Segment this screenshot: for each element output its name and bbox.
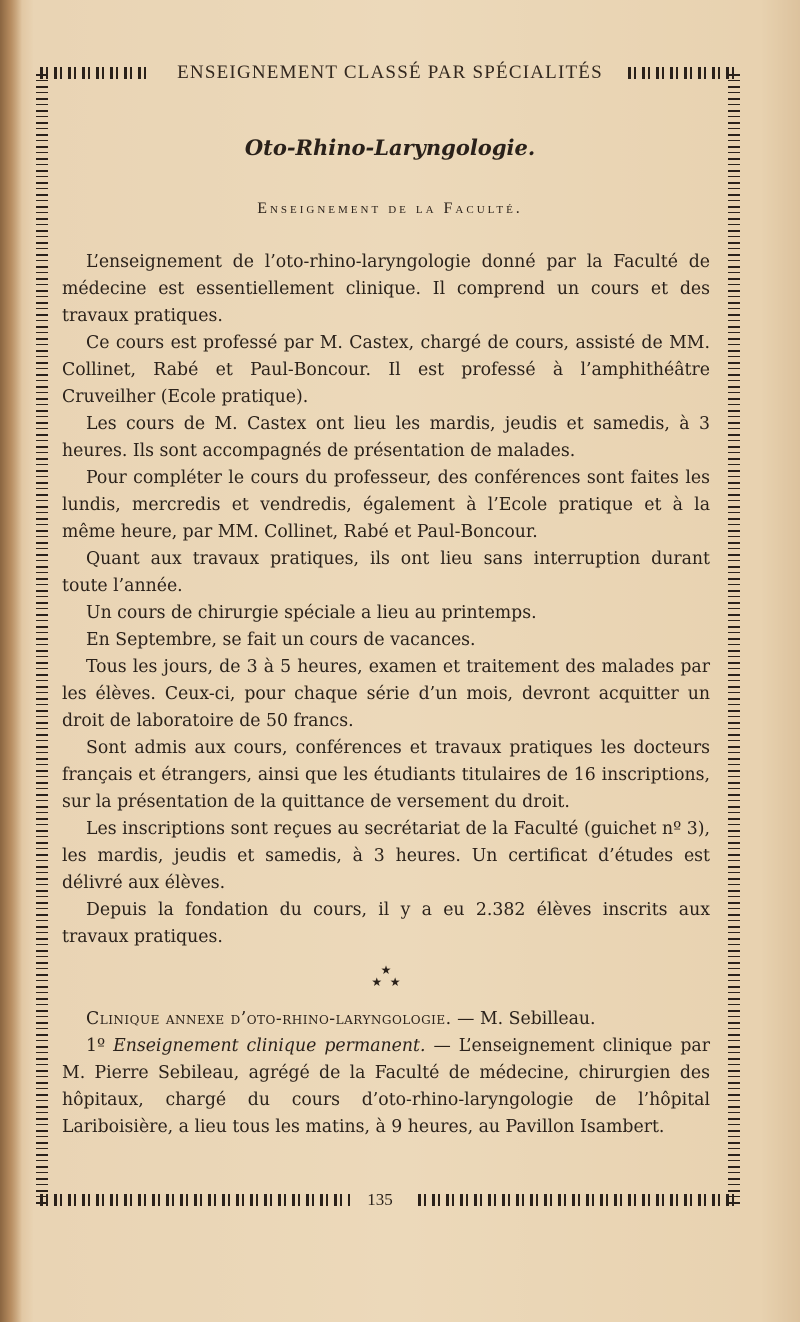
asterism-divider: ★ ★ ★: [371, 963, 401, 989]
clinique-heading: [62, 1006, 710, 1033]
header-ornament-right: [628, 67, 738, 79]
paragraph: Ce cours est professé par M. Castex, chargé de cours, assisté de MM. Collinet, Rabé et Paul-Boncour. Il est professé à l’amphithéâtre Cruveilher (Ecole pratique).: [62, 333, 710, 407]
footer-ornament-right: [418, 1194, 738, 1206]
section-title: Oto-Rhino-Laryngologie.: [244, 135, 536, 160]
item-number: 1º: [86, 1036, 106, 1056]
paragraph: Tous les jours, de 3 à 5 heures, examen et traitement des malades par les élèves. Ceux-ci, pour chaque série d’un mois, devront acquitter un droit de laboratoire de 50 francs.: [62, 657, 710, 731]
paragraph: L’enseignement de l’oto-rhino-laryngologie donné par la Faculté de médecine est essentiellement clinique. Il comprend un cours et des travaux pratiques.: [62, 252, 710, 326]
right-ornament-border: [728, 74, 740, 1204]
book-spine-shadow: [0, 0, 22, 1322]
paragraph: Les cours de M. Castex ont lieu les mardis, jeudis et samedis, à 3 heures. Ils sont accompagnés de présentation de malades.: [62, 414, 710, 461]
page-number: 135: [367, 1190, 393, 1209]
paragraph: Sont admis aux cours, conférences et travaux pratiques les docteurs français et étrangers, ainsi que les étudiants titulaires de 16 inscriptions, sur la présentation de la quittance de versement du droit.: [62, 738, 710, 812]
section-subtitle: Enseignement de la Faculté.: [257, 200, 523, 217]
body-text: [62, 249, 710, 1141]
paragraph: Les inscriptions sont reçues au secrétariat de la Faculté (guichet nº 3), les mardis, jeudis et samedis, à 3 heures. Un certificat d’études est délivré aux élèves.: [62, 819, 710, 893]
paragraph: En Septembre, se fait un cours de vacances.: [86, 630, 476, 650]
header-ornament-left: [40, 67, 148, 79]
paragraph: Un cours de chirurgie spéciale a lieu au printemps.: [86, 603, 537, 623]
clinique-title: Clinique annexe d’oto-rhino-laryngologie.: [86, 1009, 452, 1029]
item-label: Enseignement clinique permanent.: [113, 1036, 426, 1056]
footer-ornament-left: [40, 1194, 350, 1206]
paragraph: Quant aux travaux pratiques, ils ont lieu sans interruption durant toute l’année.: [62, 549, 710, 596]
left-ornament-border: [36, 74, 48, 1204]
running-header: ENSEIGNEMENT CLASSÉ PAR SPÉCIALITÉS: [177, 62, 603, 83]
clinique-paragraph: [62, 1033, 710, 1141]
paragraph: Pour compléter le cours du professeur, des conférences sont faites les lundis, mercredis et vendredis, également à l’Ecole pratique et à la même heure, par MM. Collinet, Rabé et Paul-Boncour.: [62, 468, 710, 542]
item-text: — L’enseignement clinique par M. Pierre Sebileau, agrégé de la Faculté de médecine, chirurgien des hôpitaux, chargé du cours d’oto-rhino-laryngologie de l’hôpital Lariboisière, a lieu tous les matins, à 9 heures, au Pavillon Isambert.: [62, 1036, 710, 1137]
clinique-director: — M. Sebilleau.: [451, 1009, 596, 1029]
paragraph: Depuis la fondation du cours, il y a eu 2.382 élèves inscrits aux travaux pratiques.: [62, 900, 710, 947]
